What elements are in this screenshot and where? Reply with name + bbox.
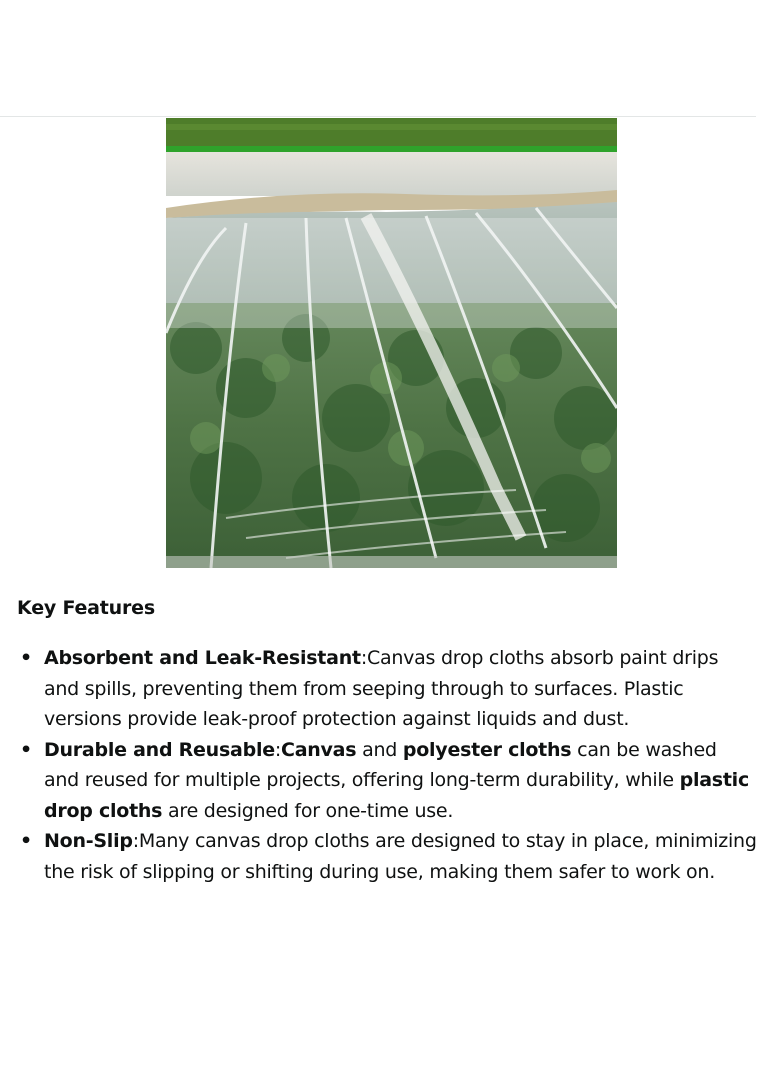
product-image[interactable] — [166, 118, 617, 568]
feature-emphasis-canvas: Canvas — [281, 738, 357, 761]
feature-separator: : — [360, 647, 367, 669]
key-features-section — [17, 593, 757, 887]
key-features-title: Key Features — [17, 597, 155, 619]
feature-text: Many canvas drop cloths are designed to stay in place, minimizing the risk of slipping or shifting during use, making them safer to work on. — [44, 830, 757, 883]
feature-text: and — [356, 738, 403, 761]
feature-item-absorbent — [17, 643, 757, 735]
feature-item-durable — [17, 735, 757, 827]
feature-text: Canvas drop cloths absorb paint drips and spills, preventing them from seeping through to surfaces. Plastic versions provide leak-proof protection against liquids and dust. — [44, 647, 719, 730]
feature-separator: : — [274, 738, 281, 761]
feature-text: can be washed and reused for multiple projects, offering long-term durability, while — [44, 738, 717, 791]
feature-text: are designed for one-time use. — [162, 799, 454, 822]
bullet-icon: • — [20, 647, 32, 669]
feature-term: Absorbent and Leak-Resistant — [44, 647, 361, 669]
bullet-icon: • — [20, 830, 32, 852]
feature-separator: : — [132, 830, 139, 852]
feature-emphasis-plastic: plastic drop cloths — [44, 769, 749, 822]
key-features-list — [17, 643, 757, 887]
bullet-icon: • — [20, 738, 32, 761]
feature-term: Non-Slip — [44, 830, 133, 852]
feature-item-non-slip — [17, 826, 757, 887]
feature-term: Durable and Reusable — [44, 738, 275, 761]
top-divider — [0, 116, 756, 117]
feature-emphasis-polyester: polyester cloths — [402, 738, 572, 761]
